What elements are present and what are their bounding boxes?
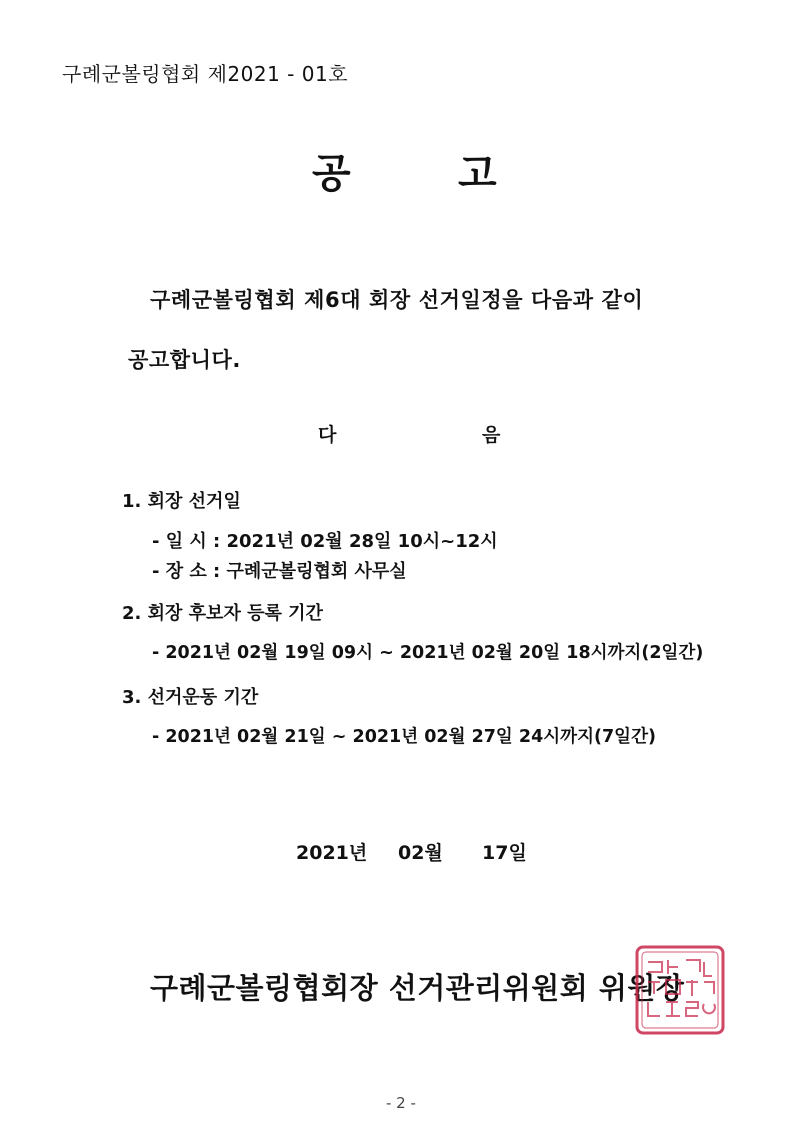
date-month: 02월	[398, 842, 443, 864]
document-title-char-1: 공	[312, 151, 351, 197]
heading-char-2: 음	[482, 424, 501, 446]
section-1-item-1: - 일 시 : 2021년 02월 28일 10시~12시	[152, 531, 498, 552]
section-3-item-1: - 2021년 02월 21일 ~ 2021년 02월 27일 24시까지(7일간)	[152, 727, 656, 747]
section-3-title: 3. 선거운동 기간	[122, 687, 259, 708]
section-2-item-1: - 2021년 02월 19일 09시 ~ 2021년 02월 20일 18시까지(2일간)	[152, 643, 704, 663]
signature-line: 구례군볼링협회장 선거관리위원회 위원장	[150, 971, 685, 1005]
heading-char-1: 다	[318, 424, 337, 446]
section-1-item-2: - 장 소 : 구례군볼링협회 사무실	[152, 561, 407, 582]
date-year: 2021년	[296, 842, 368, 864]
intro-line-1: 구례군볼링협회 제6대 회장 선거일정을 다음과 같이	[150, 288, 644, 312]
date-day: 17일	[482, 842, 527, 864]
official-seal-icon	[634, 944, 726, 1036]
section-1-title: 1. 회장 선거일	[122, 491, 241, 512]
intro-line-2: 공고합니다.	[128, 348, 242, 372]
document-title-char-2: 고	[458, 151, 497, 197]
section-2-title: 2. 회장 후보자 등록 기간	[122, 603, 323, 624]
page-number: - 2 -	[386, 1094, 416, 1112]
document-number: 구례군볼링협회 제2021 - 01호	[62, 62, 349, 86]
